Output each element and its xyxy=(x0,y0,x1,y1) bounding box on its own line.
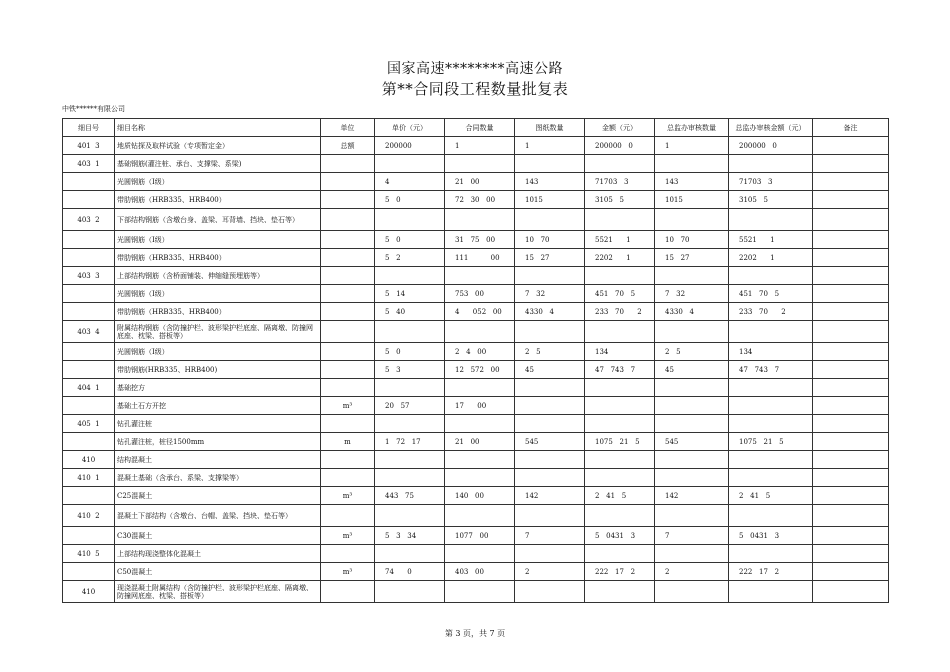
cell-name: 带肋钢筋(HRB335、HRB400) xyxy=(115,361,321,379)
cell-unit xyxy=(321,581,375,603)
cell-unit xyxy=(321,379,375,397)
cell-audit-amount: 200000 0 xyxy=(729,137,813,155)
cell-note xyxy=(813,267,889,285)
cell-name: 带肋钢筋（HRB335、HRB400） xyxy=(115,249,321,267)
table-row xyxy=(63,397,889,415)
cell-audit-qty xyxy=(655,469,729,487)
cell-code: 404 1 xyxy=(63,379,115,397)
cell-drawing-qty xyxy=(515,397,585,415)
col-header-contract-qty: 合同数量 xyxy=(445,119,515,137)
cell-note xyxy=(813,209,889,231)
cell-code: 403 4 xyxy=(63,321,115,343)
cell-note xyxy=(813,321,889,343)
cell-name: 结构混凝土 xyxy=(115,451,321,469)
cell-code xyxy=(63,231,115,249)
cell-drawing-qty: 7 32 xyxy=(515,285,585,303)
cell-price xyxy=(375,469,445,487)
col-header-amount: 金额（元） xyxy=(585,119,655,137)
cell-drawing-qty: 545 xyxy=(515,433,585,451)
cell-audit-qty: 7 32 xyxy=(655,285,729,303)
cell-contract-qty xyxy=(445,451,515,469)
cell-unit xyxy=(321,505,375,527)
table-row xyxy=(63,545,889,563)
cell-price xyxy=(375,379,445,397)
cell-contract-qty xyxy=(445,321,515,343)
cell-drawing-qty: 143 xyxy=(515,173,585,191)
cell-code xyxy=(63,303,115,321)
cell-amount xyxy=(585,267,655,285)
cell-amount xyxy=(585,581,655,603)
cell-unit xyxy=(321,231,375,249)
cell-contract-qty: 21 00 xyxy=(445,173,515,191)
cell-contract-qty xyxy=(445,545,515,563)
cell-amount: 200000 0 xyxy=(585,137,655,155)
cell-audit-qty xyxy=(655,155,729,173)
cell-audit-qty: 10 70 xyxy=(655,231,729,249)
cell-code xyxy=(63,397,115,415)
cell-drawing-qty xyxy=(515,451,585,469)
cell-drawing-qty xyxy=(515,469,585,487)
cell-unit: m xyxy=(321,433,375,451)
cell-contract-qty: 12 572 00 xyxy=(445,361,515,379)
col-header-note: 备注 xyxy=(813,119,889,137)
cell-amount xyxy=(585,379,655,397)
cell-note xyxy=(813,379,889,397)
cell-amount: 5521 1 xyxy=(585,231,655,249)
cell-drawing-qty xyxy=(515,545,585,563)
table-row xyxy=(63,137,889,155)
table-row xyxy=(63,505,889,527)
cell-drawing-qty: 4330 4 xyxy=(515,303,585,321)
cell-contract-qty: 2 4 00 xyxy=(445,343,515,361)
table-row xyxy=(63,249,889,267)
cell-note xyxy=(813,581,889,603)
cell-unit xyxy=(321,451,375,469)
company-name: 中铁******有限公司 xyxy=(62,105,125,113)
cell-audit-qty: 1 xyxy=(655,137,729,155)
cell-note xyxy=(813,415,889,433)
cell-contract-qty xyxy=(445,581,515,603)
cell-note xyxy=(813,563,889,581)
cell-audit-amount xyxy=(729,545,813,563)
col-header-audit-amount: 总监办审核金额（元） xyxy=(729,119,813,137)
cell-price: 4 xyxy=(375,173,445,191)
cell-name: 基础土石方开挖 xyxy=(115,397,321,415)
cell-amount: 2202 1 xyxy=(585,249,655,267)
cell-note xyxy=(813,285,889,303)
cell-name: C50混凝土 xyxy=(115,563,321,581)
cell-price: 5 40 xyxy=(375,303,445,321)
cell-unit: m³ xyxy=(321,487,375,505)
cell-name: 光圆钢筋（Ⅰ级） xyxy=(115,343,321,361)
cell-price xyxy=(375,267,445,285)
cell-drawing-qty xyxy=(515,321,585,343)
cell-note xyxy=(813,433,889,451)
cell-amount: 134 xyxy=(585,343,655,361)
cell-amount: 71703 3 xyxy=(585,173,655,191)
cell-amount: 5 0431 3 xyxy=(585,527,655,545)
cell-note xyxy=(813,231,889,249)
cell-audit-qty: 4330 4 xyxy=(655,303,729,321)
cell-name: 基础钢筋(灌注桩、承台、支撑梁、系梁) xyxy=(115,155,321,173)
cell-audit-amount xyxy=(729,321,813,343)
cell-code xyxy=(63,173,115,191)
cell-code xyxy=(63,487,115,505)
cell-name: 带肋钢筋（HRB335、HRB400） xyxy=(115,303,321,321)
cell-code xyxy=(63,527,115,545)
cell-unit: m³ xyxy=(321,563,375,581)
table-row xyxy=(63,231,889,249)
cell-note xyxy=(813,397,889,415)
cell-audit-qty: 142 xyxy=(655,487,729,505)
cell-code: 401 3 xyxy=(63,137,115,155)
table-row xyxy=(63,415,889,433)
cell-drawing-qty: 10 70 xyxy=(515,231,585,249)
cell-drawing-qty: 1 xyxy=(515,137,585,155)
cell-audit-qty xyxy=(655,451,729,469)
cell-name: 光圆钢筋（Ⅰ级） xyxy=(115,173,321,191)
header-row xyxy=(63,119,889,137)
cell-code: 410 1 xyxy=(63,469,115,487)
cell-audit-qty xyxy=(655,581,729,603)
cell-audit-qty: 143 xyxy=(655,173,729,191)
cell-drawing-qty: 142 xyxy=(515,487,585,505)
table-row xyxy=(63,433,889,451)
cell-price: 5 3 34 xyxy=(375,527,445,545)
cell-audit-qty xyxy=(655,415,729,433)
cell-drawing-qty: 45 xyxy=(515,361,585,379)
cell-unit xyxy=(321,545,375,563)
cell-drawing-qty: 1015 xyxy=(515,191,585,209)
cell-audit-qty xyxy=(655,209,729,231)
cell-audit-qty: 545 xyxy=(655,433,729,451)
cell-contract-qty: 17 00 xyxy=(445,397,515,415)
cell-price xyxy=(375,321,445,343)
cell-amount: 1075 21 5 xyxy=(585,433,655,451)
cell-contract-qty: 21 00 xyxy=(445,433,515,451)
cell-note xyxy=(813,469,889,487)
table-body xyxy=(63,137,889,603)
cell-code xyxy=(63,361,115,379)
cell-audit-qty xyxy=(655,505,729,527)
cell-price: 5 0 xyxy=(375,191,445,209)
cell-audit-amount: 451 70 5 xyxy=(729,285,813,303)
cell-price: 74 0 xyxy=(375,563,445,581)
cell-amount xyxy=(585,469,655,487)
table-row xyxy=(63,343,889,361)
cell-audit-amount xyxy=(729,379,813,397)
cell-drawing-qty xyxy=(515,379,585,397)
cell-amount: 233 70 2 xyxy=(585,303,655,321)
cell-audit-qty: 2 5 xyxy=(655,343,729,361)
cell-contract-qty xyxy=(445,267,515,285)
table-row xyxy=(63,209,889,231)
table-row xyxy=(63,469,889,487)
cell-audit-amount xyxy=(729,267,813,285)
cell-audit-qty: 7 xyxy=(655,527,729,545)
cell-price: 20 57 xyxy=(375,397,445,415)
cell-audit-qty xyxy=(655,545,729,563)
cell-code xyxy=(63,249,115,267)
cell-audit-amount: 47 743 7 xyxy=(729,361,813,379)
cell-contract-qty: 1077 00 xyxy=(445,527,515,545)
cell-price: 5 2 xyxy=(375,249,445,267)
cell-amount xyxy=(585,451,655,469)
table-row xyxy=(63,173,889,191)
cell-name: 钻孔灌注桩，桩径1500mm xyxy=(115,433,321,451)
table-row xyxy=(63,321,889,343)
cell-unit: m³ xyxy=(321,397,375,415)
col-header-code: 细目号 xyxy=(63,119,115,137)
cell-unit xyxy=(321,155,375,173)
cell-name: 上部结构钢筋（含桥面铺装、伸缩缝预埋筋等） xyxy=(115,267,321,285)
cell-audit-qty: 15 27 xyxy=(655,249,729,267)
cell-name: 光圆钢筋（Ⅰ级） xyxy=(115,285,321,303)
cell-name: 上部结构现浇整体化混凝土 xyxy=(115,545,321,563)
cell-name: 基础挖方 xyxy=(115,379,321,397)
cell-contract-qty: 1 xyxy=(445,137,515,155)
table-row xyxy=(63,285,889,303)
cell-note xyxy=(813,451,889,469)
cell-contract-qty: 31 75 00 xyxy=(445,231,515,249)
cell-name: 混凝土基础（含承台、系梁、支撑梁等） xyxy=(115,469,321,487)
cell-price: 5 0 xyxy=(375,343,445,361)
cell-note xyxy=(813,343,889,361)
cell-name: 地质钻探及取样试验（专项暂定金） xyxy=(115,137,321,155)
cell-price xyxy=(375,505,445,527)
cell-code: 410 xyxy=(63,581,115,603)
cell-code: 410 2 xyxy=(63,505,115,527)
cell-contract-qty xyxy=(445,379,515,397)
cell-code: 403 1 xyxy=(63,155,115,173)
cell-unit xyxy=(321,361,375,379)
col-header-drawing-qty: 图纸数量 xyxy=(515,119,585,137)
cell-code xyxy=(63,343,115,361)
cell-price xyxy=(375,209,445,231)
cell-price: 1 72 17 xyxy=(375,433,445,451)
table-row xyxy=(63,155,889,173)
cell-unit: m³ xyxy=(321,527,375,545)
cell-audit-qty: 1015 xyxy=(655,191,729,209)
cell-audit-amount xyxy=(729,451,813,469)
cell-unit xyxy=(321,209,375,231)
document-title: 国家高速********高速公路 xyxy=(387,61,563,77)
cell-code: 410 xyxy=(63,451,115,469)
cell-drawing-qty xyxy=(515,415,585,433)
table-row xyxy=(63,379,889,397)
table-row xyxy=(63,527,889,545)
cell-unit xyxy=(321,267,375,285)
cell-price: 5 14 xyxy=(375,285,445,303)
col-header-unit: 单位 xyxy=(321,119,375,137)
cell-price xyxy=(375,415,445,433)
table-row xyxy=(63,191,889,209)
cell-code xyxy=(63,191,115,209)
cell-audit-amount xyxy=(729,469,813,487)
cell-code: 403 2 xyxy=(63,209,115,231)
cell-price: 200000 xyxy=(375,137,445,155)
cell-code xyxy=(63,285,115,303)
cell-note xyxy=(813,155,889,173)
document-subtitle: 第**合同段工程数量批复表 xyxy=(381,80,569,98)
cell-unit xyxy=(321,285,375,303)
cell-audit-amount: 2202 1 xyxy=(729,249,813,267)
cell-note xyxy=(813,303,889,321)
cell-amount: 222 17 2 xyxy=(585,563,655,581)
cell-drawing-qty xyxy=(515,505,585,527)
cell-code: 403 3 xyxy=(63,267,115,285)
table-row xyxy=(63,487,889,505)
cell-audit-amount: 222 17 2 xyxy=(729,563,813,581)
cell-name: C30混凝土 xyxy=(115,527,321,545)
cell-unit xyxy=(321,469,375,487)
cell-code: 405 1 xyxy=(63,415,115,433)
cell-drawing-qty xyxy=(515,581,585,603)
cell-note xyxy=(813,361,889,379)
cell-unit xyxy=(321,343,375,361)
cell-contract-qty: 753 00 xyxy=(445,285,515,303)
table-row xyxy=(63,361,889,379)
cell-audit-amount xyxy=(729,415,813,433)
cell-audit-amount: 5 0431 3 xyxy=(729,527,813,545)
table-row xyxy=(63,267,889,285)
cell-name: 钻孔灌注桩 xyxy=(115,415,321,433)
cell-amount: 2 41 5 xyxy=(585,487,655,505)
cell-note xyxy=(813,527,889,545)
cell-drawing-qty: 15 27 xyxy=(515,249,585,267)
cell-drawing-qty: 2 5 xyxy=(515,343,585,361)
cell-amount xyxy=(585,505,655,527)
cell-audit-amount: 1075 21 5 xyxy=(729,433,813,451)
cell-audit-amount: 2 41 5 xyxy=(729,487,813,505)
cell-price xyxy=(375,155,445,173)
cell-unit xyxy=(321,249,375,267)
cell-contract-qty xyxy=(445,505,515,527)
cell-note xyxy=(813,191,889,209)
cell-unit xyxy=(321,321,375,343)
cell-drawing-qty xyxy=(515,267,585,285)
cell-unit: 总额 xyxy=(321,137,375,155)
cell-audit-amount: 5521 1 xyxy=(729,231,813,249)
cell-drawing-qty: 2 xyxy=(515,563,585,581)
cell-contract-qty: 140 00 xyxy=(445,487,515,505)
cell-amount: 3105 5 xyxy=(585,191,655,209)
cell-note xyxy=(813,505,889,527)
cell-code xyxy=(63,433,115,451)
page-footer: 第 3 页，共 7 页 xyxy=(444,629,506,638)
cell-drawing-qty: 7 xyxy=(515,527,585,545)
cell-audit-amount xyxy=(729,397,813,415)
cell-amount xyxy=(585,321,655,343)
cell-amount xyxy=(585,545,655,563)
cell-unit xyxy=(321,303,375,321)
quantity-approval-table xyxy=(62,118,889,603)
cell-price xyxy=(375,545,445,563)
cell-note xyxy=(813,137,889,155)
cell-note xyxy=(813,487,889,505)
cell-audit-amount: 3105 5 xyxy=(729,191,813,209)
cell-price: 443 75 xyxy=(375,487,445,505)
cell-unit xyxy=(321,191,375,209)
cell-amount xyxy=(585,209,655,231)
cell-audit-qty xyxy=(655,267,729,285)
cell-contract-qty xyxy=(445,415,515,433)
cell-name: C25混凝土 xyxy=(115,487,321,505)
cell-note xyxy=(813,545,889,563)
cell-contract-qty xyxy=(445,469,515,487)
table-row xyxy=(63,563,889,581)
cell-name: 带肋钢筋（HRB335、HRB400） xyxy=(115,191,321,209)
cell-drawing-qty xyxy=(515,209,585,231)
cell-price xyxy=(375,581,445,603)
cell-code: 410 5 xyxy=(63,545,115,563)
cell-audit-amount xyxy=(729,505,813,527)
table-row xyxy=(63,581,889,603)
cell-contract-qty: 4 052 00 xyxy=(445,303,515,321)
cell-audit-qty xyxy=(655,379,729,397)
cell-contract-qty: 403 00 xyxy=(445,563,515,581)
cell-audit-qty: 2 xyxy=(655,563,729,581)
cell-audit-amount xyxy=(729,209,813,231)
cell-contract-qty: 72 30 00 xyxy=(445,191,515,209)
cell-name: 光圆钢筋（Ⅰ级） xyxy=(115,231,321,249)
cell-name: 附属结构钢筋（含防撞护栏、波形梁护栏底座、隔离墩、防撞网底座、枕梁、搭板等） xyxy=(115,321,321,343)
cell-name: 下部结构钢筋（含墩台身、盖梁、耳背墙、挡块、垫石等） xyxy=(115,209,321,231)
cell-price: 5 0 xyxy=(375,231,445,249)
cell-contract-qty xyxy=(445,209,515,231)
col-header-name: 细目名称 xyxy=(115,119,321,137)
cell-audit-amount: 233 70 2 xyxy=(729,303,813,321)
cell-unit xyxy=(321,173,375,191)
cell-name: 现浇混凝土附属结构（含防撞护栏、波形梁护栏底座、隔离墩、防撞网底座、枕梁、搭板等） xyxy=(115,581,321,603)
cell-amount xyxy=(585,415,655,433)
table-row xyxy=(63,451,889,469)
cell-unit xyxy=(321,415,375,433)
cell-amount xyxy=(585,155,655,173)
cell-audit-amount: 134 xyxy=(729,343,813,361)
cell-price xyxy=(375,451,445,469)
cell-name: 混凝土下部结构（含墩台、台帽、盖梁、挡块、垫石等） xyxy=(115,505,321,527)
cell-audit-amount xyxy=(729,581,813,603)
cell-code xyxy=(63,563,115,581)
cell-contract-qty: 111 00 xyxy=(445,249,515,267)
cell-audit-qty xyxy=(655,321,729,343)
cell-amount xyxy=(585,397,655,415)
table-row xyxy=(63,303,889,321)
cell-note xyxy=(813,249,889,267)
cell-audit-amount xyxy=(729,155,813,173)
cell-audit-qty: 45 xyxy=(655,361,729,379)
cell-drawing-qty xyxy=(515,155,585,173)
col-header-price: 单价（元） xyxy=(375,119,445,137)
col-header-audit-qty: 总监办审核数量 xyxy=(655,119,729,137)
cell-audit-amount: 71703 3 xyxy=(729,173,813,191)
cell-amount: 451 70 5 xyxy=(585,285,655,303)
cell-audit-qty xyxy=(655,397,729,415)
cell-note xyxy=(813,173,889,191)
cell-contract-qty xyxy=(445,155,515,173)
cell-amount: 47 743 7 xyxy=(585,361,655,379)
cell-price: 5 3 xyxy=(375,361,445,379)
